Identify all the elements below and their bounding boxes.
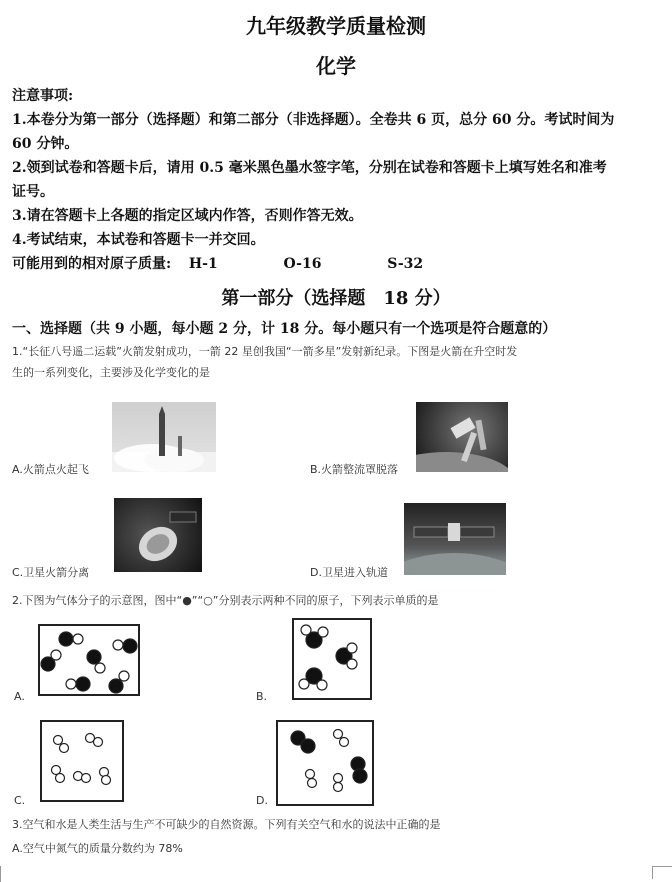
fairing-separation-image bbox=[416, 402, 508, 472]
q2-option-a: A. bbox=[14, 690, 25, 703]
q1-option-a: A.火箭点火起飞 bbox=[12, 463, 89, 476]
molecule-box-a bbox=[38, 624, 140, 696]
question-1-stem-line1: 1.“长征八号遥二运载”火箭发射成功，一箭 22 星创我国“一箭多星”发射新纪录。下图是火箭在升空时发 bbox=[12, 345, 518, 358]
q2-option-b: B. bbox=[256, 690, 268, 703]
exam-title: 九年级教学质量检测 bbox=[246, 14, 426, 38]
atomic-mass-label: 可能用到的相对原子质量: bbox=[12, 256, 172, 272]
page-corner-mark bbox=[0, 866, 13, 882]
question-3-stem: 3.空气和水是人类生活与生产不可缺少的自然资源。下列有关空气和水的说法中正确的是 bbox=[12, 818, 441, 831]
atomic-mass-s: S-32 bbox=[387, 256, 424, 272]
note-item-1a: 1.本卷分为第一部分（选择题）和第二部分（非选择题）。全卷共 6 页，总分 60 分。考试时间为 bbox=[12, 112, 615, 128]
q1-option-b: B.火箭整流罩脱落 bbox=[310, 463, 399, 476]
page-corner-mark bbox=[652, 866, 672, 879]
satellite-separation-icon bbox=[114, 498, 202, 572]
subject-title: 化学 bbox=[316, 54, 356, 78]
question-1-stem-line2: 生的一系列变化，主要涉及化学变化的是 bbox=[12, 366, 210, 379]
satellite-orbit-icon bbox=[404, 503, 506, 575]
q2-option-d: D. bbox=[256, 794, 268, 807]
atomic-mass-h: H-1 bbox=[188, 256, 218, 272]
atomic-mass-o: O-16 bbox=[283, 256, 322, 272]
q2-option-c: C. bbox=[14, 794, 26, 807]
section1-instruction: 一、选择题（共 9 小题，每小题 2 分，计 18 分。每小题只有一个选项是符合题意的） bbox=[12, 321, 557, 337]
q1-option-c: C.卫星火箭分离 bbox=[12, 566, 90, 579]
q1-option-d: D.卫星进入轨道 bbox=[310, 566, 388, 579]
rocket-launch-icon bbox=[112, 402, 216, 472]
satellite-orbit-image bbox=[404, 503, 506, 575]
notes-block bbox=[12, 84, 662, 276]
molecule-box-d bbox=[276, 720, 374, 806]
section1-title: 第一部分（选择题 18 分） bbox=[221, 288, 451, 309]
note-item-2a: 2.领到试卷和答题卡后，请用 0.5 毫米黑色墨水签字笔，分别在试卷和答题卡上填写姓名和准考 bbox=[12, 160, 607, 176]
note-item-4: 4.考试结束，本试卷和答题卡一并交回。 bbox=[12, 232, 265, 248]
notes-heading: 注意事项: bbox=[12, 88, 74, 104]
molecule-box-c bbox=[40, 720, 124, 802]
question-1-stem bbox=[12, 341, 662, 383]
atomic-mass-line bbox=[12, 252, 662, 276]
q3-option-a: A.空气中氮气的质量分数约为 78% bbox=[12, 842, 183, 855]
note-item-3: 3.请在答题卡上各题的指定区域内作答，否则作答无效。 bbox=[12, 208, 363, 224]
note-item-1b: 60 分钟。 bbox=[12, 136, 79, 152]
fairing-separation-icon bbox=[416, 402, 508, 472]
rocket-launch-image bbox=[112, 402, 216, 472]
question-2-stem: 2.下图为气体分子的示意图，图中“●”“○”分别表示两种不同的原子，下列表示单质的是 bbox=[12, 594, 439, 607]
satellite-separation-image bbox=[114, 498, 202, 572]
molecule-box-b bbox=[292, 618, 372, 700]
note-item-2b: 证号。 bbox=[12, 184, 54, 200]
